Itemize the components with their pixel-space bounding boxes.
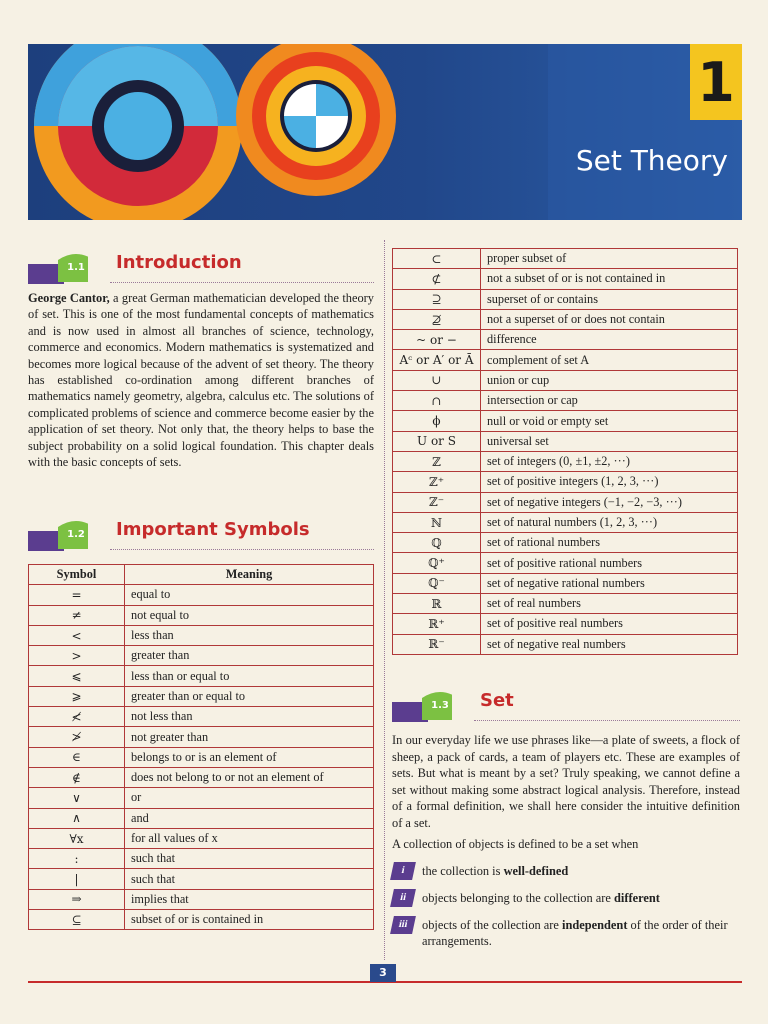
symbol-cell: < (29, 625, 125, 645)
meaning-cell: set of positive integers (1, 2, 3, ···) (481, 472, 738, 492)
meaning-cell: difference (481, 330, 738, 350)
meaning-cell: union or cup (481, 370, 738, 390)
symbol-cell: ℚ⁺ (393, 553, 481, 573)
page-number: 3 (370, 964, 396, 982)
meaning-cell: implies that (125, 889, 374, 909)
meaning-cell: not a subset of or is not contained in (481, 269, 738, 289)
table-row (393, 634, 738, 654)
set-paragraph-1: In our everyday life we use phrases like—a plate of sweets, a flock of sheep, a pack of cards, a team of players etc. These are examples of sets. But what is meant by a set? Truly speaking, we cannot define a set without making some abstract logical analysis. Therefore, instead of a formal definition, we shall here consider the intuitive definition of a set. (392, 733, 740, 830)
section-heading-set (392, 684, 740, 724)
table-row (393, 472, 738, 492)
symbol-cell: ≮ (29, 707, 125, 727)
symbol-cell: ~ or − (393, 330, 481, 350)
table-row (393, 451, 738, 471)
meaning-cell: not less than (125, 707, 374, 727)
table-row (29, 646, 374, 666)
meaning-cell: such that (125, 849, 374, 869)
symbol-cell: ∀x (29, 828, 125, 848)
symbols-table-left (28, 564, 374, 930)
symbol-cell: ⊄ (393, 269, 481, 289)
symbol-cell: ≠ (29, 605, 125, 625)
table-row (29, 625, 374, 645)
set-paragraphs (392, 732, 740, 856)
table-row (29, 585, 374, 605)
symbol-cell: ∨ (29, 788, 125, 808)
meaning-cell: complement of set A (481, 350, 738, 370)
meaning-cell: such that (125, 869, 374, 889)
table-row (393, 492, 738, 512)
section-heading-introduction (28, 246, 374, 286)
table-row (393, 330, 738, 350)
meaning-cell: universal set (481, 431, 738, 451)
table-row (393, 411, 738, 431)
meaning-cell: belongs to or is an element of (125, 747, 374, 767)
section-title: Introduction (116, 252, 242, 273)
chapter-title: Set Theory (575, 144, 728, 177)
table-row (29, 788, 374, 808)
condition-tag: i (390, 862, 416, 880)
symbol-cell: ℚ (393, 533, 481, 553)
condition-text: the collection is well-defined (422, 864, 569, 878)
symbol-cell: ∩ (393, 391, 481, 411)
table-row (29, 767, 374, 787)
table-row (393, 431, 738, 451)
section-number: 1.1 (67, 262, 85, 273)
meaning-cell: does not belong to or not an element of (125, 767, 374, 787)
condition-tag: ii (390, 889, 416, 907)
intro-lead: George Cantor, (28, 291, 110, 305)
table-row (29, 707, 374, 727)
symbol-cell: ℕ (393, 512, 481, 532)
section-number: 1.3 (431, 700, 449, 711)
condition-item (392, 862, 742, 882)
table-row (393, 553, 738, 573)
symbol-cell: ℝ⁻ (393, 634, 481, 654)
symbol-cell: ⩽ (29, 666, 125, 686)
symbol-cell: Aᶜ or A′ or Ā (393, 350, 481, 370)
section-rule (474, 720, 740, 721)
table-row (29, 666, 374, 686)
table-row (29, 686, 374, 706)
symbol-cell: ⊂ (393, 249, 481, 269)
section-rule (110, 282, 374, 283)
meaning-cell: not a superset of or does not contain (481, 309, 738, 329)
meaning-cell: not greater than (125, 727, 374, 747)
table-row (393, 370, 738, 390)
table-row (29, 747, 374, 767)
meaning-cell: set of rational numbers (481, 533, 738, 553)
symbol-cell: ∈ (29, 747, 125, 767)
table-row (393, 350, 738, 370)
symbol-cell: > (29, 646, 125, 666)
section-title: Important Symbols (116, 519, 310, 540)
meaning-cell: for all values of x (125, 828, 374, 848)
meaning-cell: or (125, 788, 374, 808)
chapter-number: 1 (690, 44, 742, 120)
meaning-cell: set of negative integers (−1, −2, −3, ···) (481, 492, 738, 512)
section-number: 1.2 (67, 529, 85, 540)
column-divider (384, 240, 385, 960)
intro-body: a great German mathematician developed the theory of set. This is one of the most fundamental concepts of mathematics and is now used in almost all branches of science, technology, commerce and economics. Modern mathematics is systematized and becomes more logical because of the advent of set theory. The theory has established co-ordination among different branches of mathematics namely geometry, algebra, calculus etc. The solutions of complicated problems of science and commerce become easier by the application of set theory. Not only that, the theory helps to base the subject probability on a solid logical foundation. This chapter deals with the basic concepts of sets. (28, 291, 374, 470)
meaning-cell: less than (125, 625, 374, 645)
meaning-cell: proper subset of (481, 249, 738, 269)
meaning-cell: set of negative real numbers (481, 634, 738, 654)
table-row (393, 512, 738, 532)
symbol-cell: ⊆ (29, 910, 125, 930)
table-row (393, 533, 738, 553)
symbols-table-right (392, 248, 738, 655)
introduction-paragraph (28, 290, 374, 470)
table-row (393, 594, 738, 614)
section-heading-symbols (28, 513, 374, 553)
symbol-cell: = (29, 585, 125, 605)
meaning-cell: greater than (125, 646, 374, 666)
symbol-cell: ℤ⁻ (393, 492, 481, 512)
table-row (29, 605, 374, 625)
table-row (393, 309, 738, 329)
symbol-cell: ⊇ (393, 289, 481, 309)
table-row (393, 391, 738, 411)
set-paragraph-2: A collection of objects is defined to be a set when (392, 836, 639, 851)
column-header-symbol: Symbol (29, 565, 125, 585)
meaning-cell: set of natural numbers (1, 2, 3, ···) (481, 512, 738, 532)
condition-text: objects belonging to the collection are different (422, 891, 660, 905)
table-row (29, 889, 374, 909)
table-row (29, 869, 374, 889)
symbol-cell: | (29, 869, 125, 889)
symbol-cell: ≯ (29, 727, 125, 747)
symbol-cell: U or S (393, 431, 481, 451)
meaning-cell: not equal to (125, 605, 374, 625)
section-title: Set (480, 690, 514, 711)
column-header-meaning: Meaning (125, 565, 374, 585)
meaning-cell: greater than or equal to (125, 686, 374, 706)
meaning-cell: superset of or contains (481, 289, 738, 309)
meaning-cell: set of positive real numbers (481, 614, 738, 634)
table-row (393, 573, 738, 593)
meaning-cell: less than or equal to (125, 666, 374, 686)
symbol-cell: ∉ (29, 767, 125, 787)
table-row (393, 249, 738, 269)
symbol-cell: ℝ (393, 594, 481, 614)
condition-item (392, 889, 742, 909)
chapter-banner (28, 44, 742, 220)
table-row (393, 614, 738, 634)
symbol-cell: : (29, 849, 125, 869)
meaning-cell: subset of or is contained in (125, 910, 374, 930)
condition-tag: iii (390, 916, 416, 934)
meaning-cell: set of negative rational numbers (481, 573, 738, 593)
symbol-cell: ℝ⁺ (393, 614, 481, 634)
section-rule (110, 549, 374, 550)
meaning-cell: set of real numbers (481, 594, 738, 614)
table-row (29, 727, 374, 747)
table-row (29, 808, 374, 828)
meaning-cell: and (125, 808, 374, 828)
condition-text: objects of the collection are independent of the order of their arrangements. (422, 918, 728, 948)
table-row (29, 910, 374, 930)
table-header-row (29, 565, 374, 585)
symbol-cell: ⩾ (29, 686, 125, 706)
condition-item (392, 916, 742, 952)
symbol-cell: ℤ (393, 451, 481, 471)
meaning-cell: set of integers (0, ±1, ±2, ···) (481, 451, 738, 471)
meaning-cell: intersection or cap (481, 391, 738, 411)
meaning-cell: set of positive rational numbers (481, 553, 738, 573)
table-row (29, 828, 374, 848)
symbol-cell: ∪ (393, 370, 481, 390)
meaning-cell: null or void or empty set (481, 411, 738, 431)
table-row (393, 289, 738, 309)
table-row (29, 849, 374, 869)
symbol-cell: ϕ (393, 411, 481, 431)
banner-decoration (28, 44, 742, 220)
symbol-cell: ℤ⁺ (393, 472, 481, 492)
symbol-cell: ℚ⁻ (393, 573, 481, 593)
symbol-cell: ∧ (29, 808, 125, 828)
symbol-cell: ⊉ (393, 309, 481, 329)
table-row (393, 269, 738, 289)
symbol-cell: ⇒ (29, 889, 125, 909)
meaning-cell: equal to (125, 585, 374, 605)
